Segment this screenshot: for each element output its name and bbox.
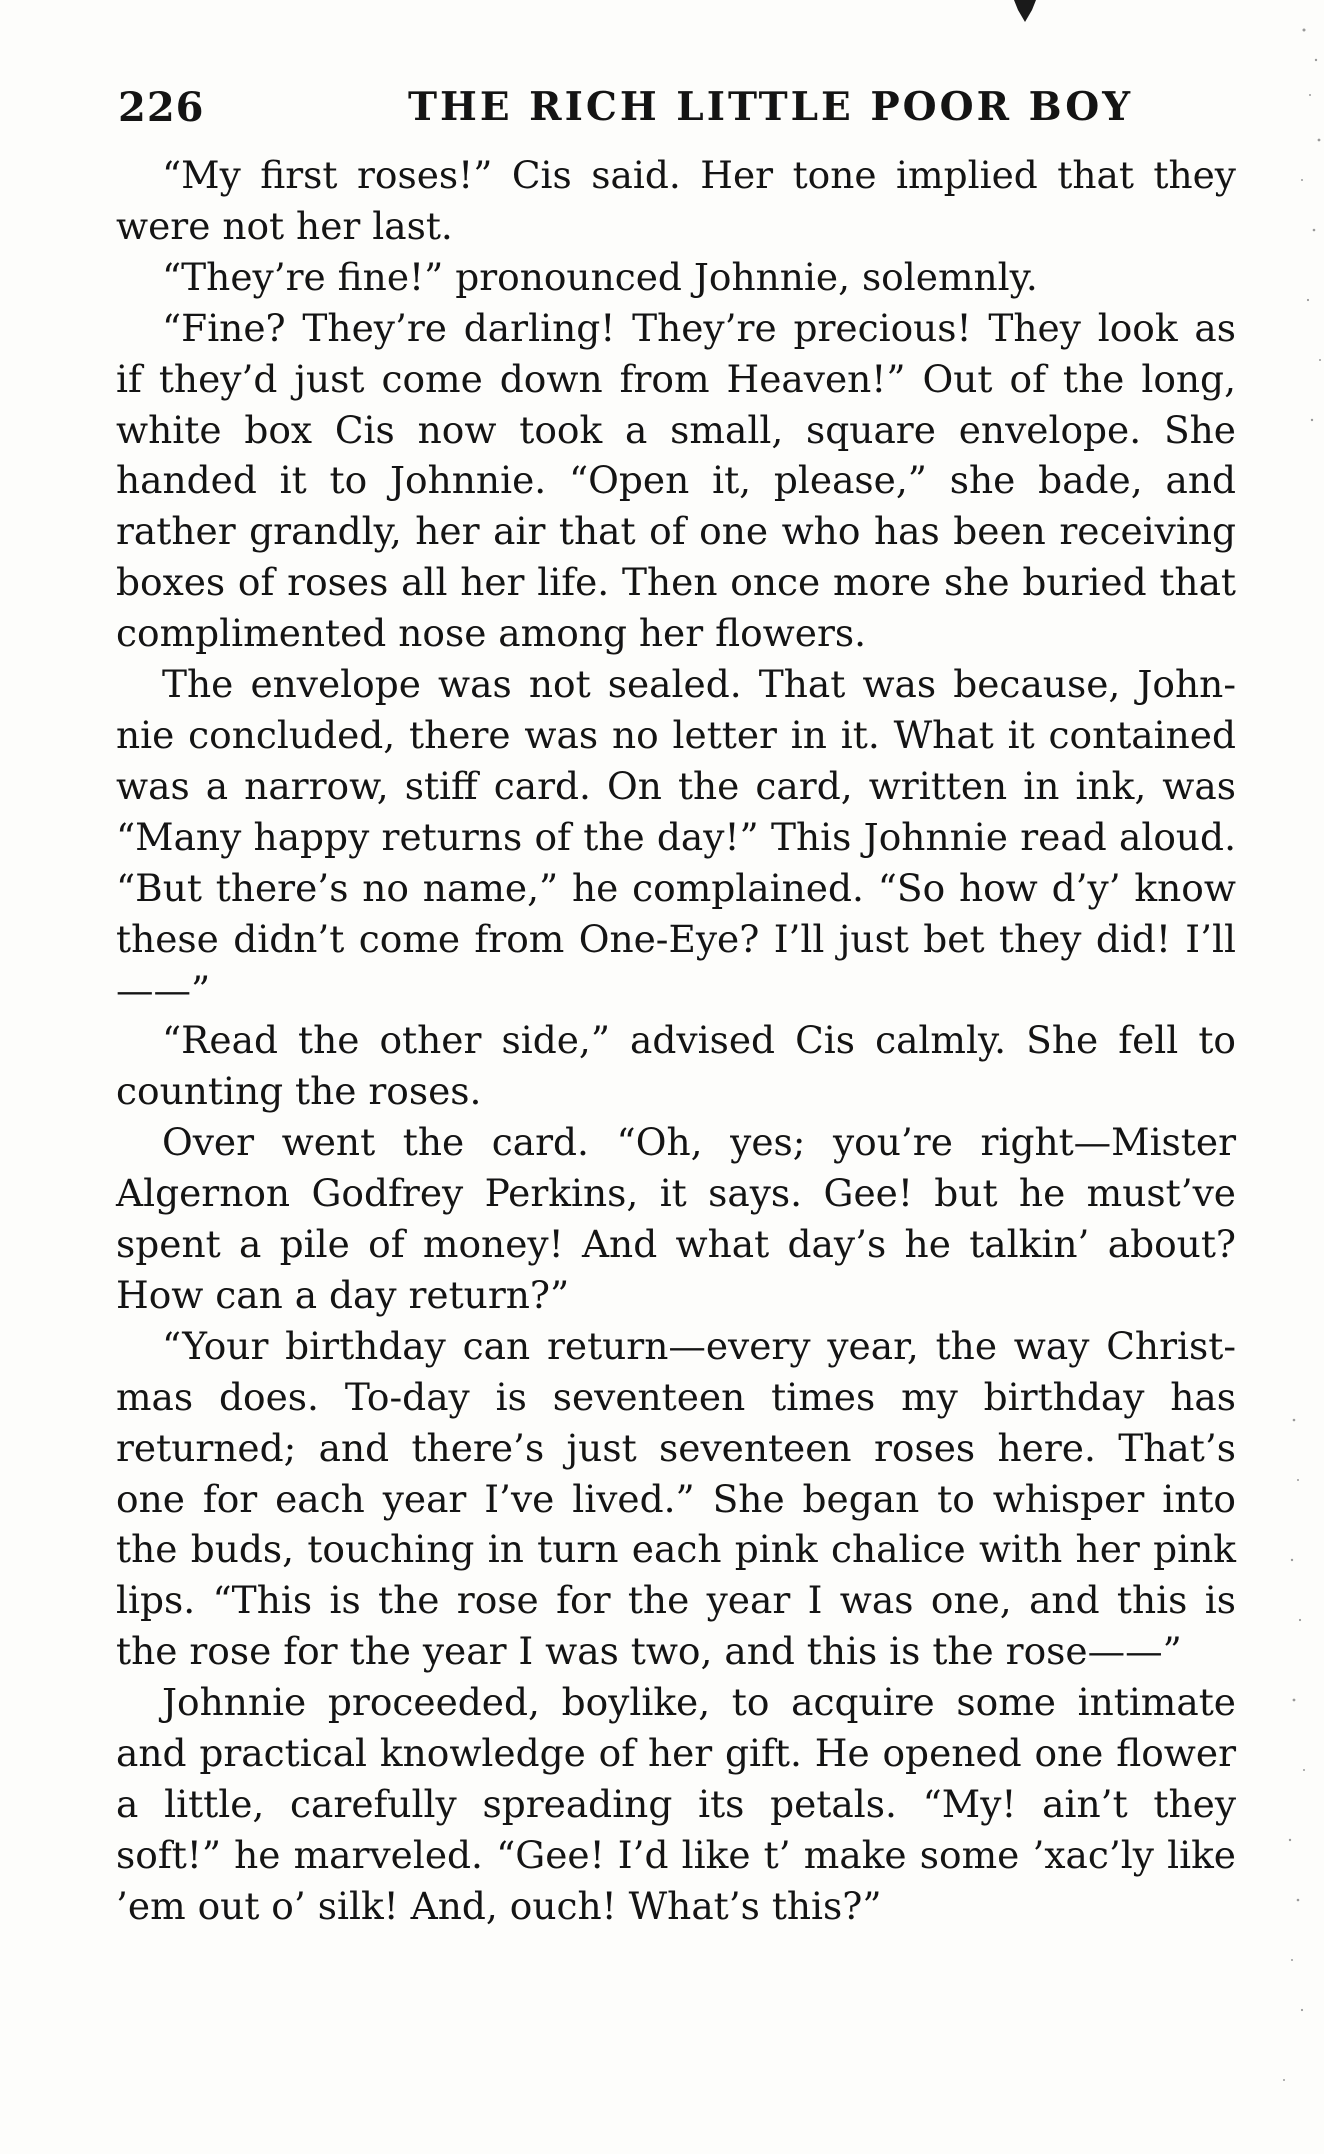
paragraph: “Fine? They’re darling! They’re precious! They look as if they’d just come down from Heaven!” Out of the long, white box Cis now took a small, square envelope. She handed it to Johnnie. “Open it, please,” she bade, and rather grandly, her air that of one who has been receiving boxes of roses all her life. Then once more she buried that complimented nose among her flowers.	[116, 305, 1236, 656]
paragraph: The envelope was not sealed. That was because, Johnnie concluded, there was no letter in it. What it contained was a narrow, stiff card. On the card, written in ink, was “Many happy returns of the day!” This Johnnie read aloud. “But there’s no name,” he complained. “So how d’y’ know these didn’t come from One-Eye? I’ll just bet they did! I’ll——”	[116, 662, 1236, 1012]
scanner-edge-noise	[1264, 0, 1324, 2154]
paragraph: Johnnie proceeded, boylike, to acquire some intimate and practical knowledge of her gift. He opened one flower a little, carefully spreading its petals. “My! ain’t they soft!” he marveled. “Gee! I’d like t’ make some ’xac’ly like ’em out o’ silk! And, ouch! What’s this?”	[116, 1680, 1236, 1928]
paragraph: “Your birthday can return—every year, the way Christmas does. To-day is seventeen times my birthday has returned; and there’s just seventeen roses here. That’s one for each year I’ve lived.” She began to whisper into the buds, touching in turn each pink chalice with her pink lips. “This is the rose for the year I was one, and this is the rose for the year I was two, and this is the rose——”	[116, 1323, 1236, 1674]
paragraph: “Read the other side,” advised Cis calmly. She fell to counting the roses.	[116, 1018, 1236, 1114]
page-body	[116, 150, 1236, 1932]
paragraph: “They’re fine!” pronounced Johnnie, solemnly.	[162, 254, 1038, 299]
ink-blot-mark	[1010, 0, 1040, 24]
page-header	[118, 72, 1236, 142]
page-number: 226	[118, 83, 205, 131]
paragraph: Over went the card. “Oh, yes; you’re right—Mister Algernon Godfrey Perkins, it says. Gee! but he must’ve spent a pile of money! And what day’s he talkin’ about? How can a day return?”	[116, 1120, 1236, 1317]
running-title: THE RICH LITTLE POOR BOY	[408, 84, 1134, 130]
paragraph: “My first roses!” Cis said. Her tone implied that they were not her last.	[116, 153, 1236, 248]
